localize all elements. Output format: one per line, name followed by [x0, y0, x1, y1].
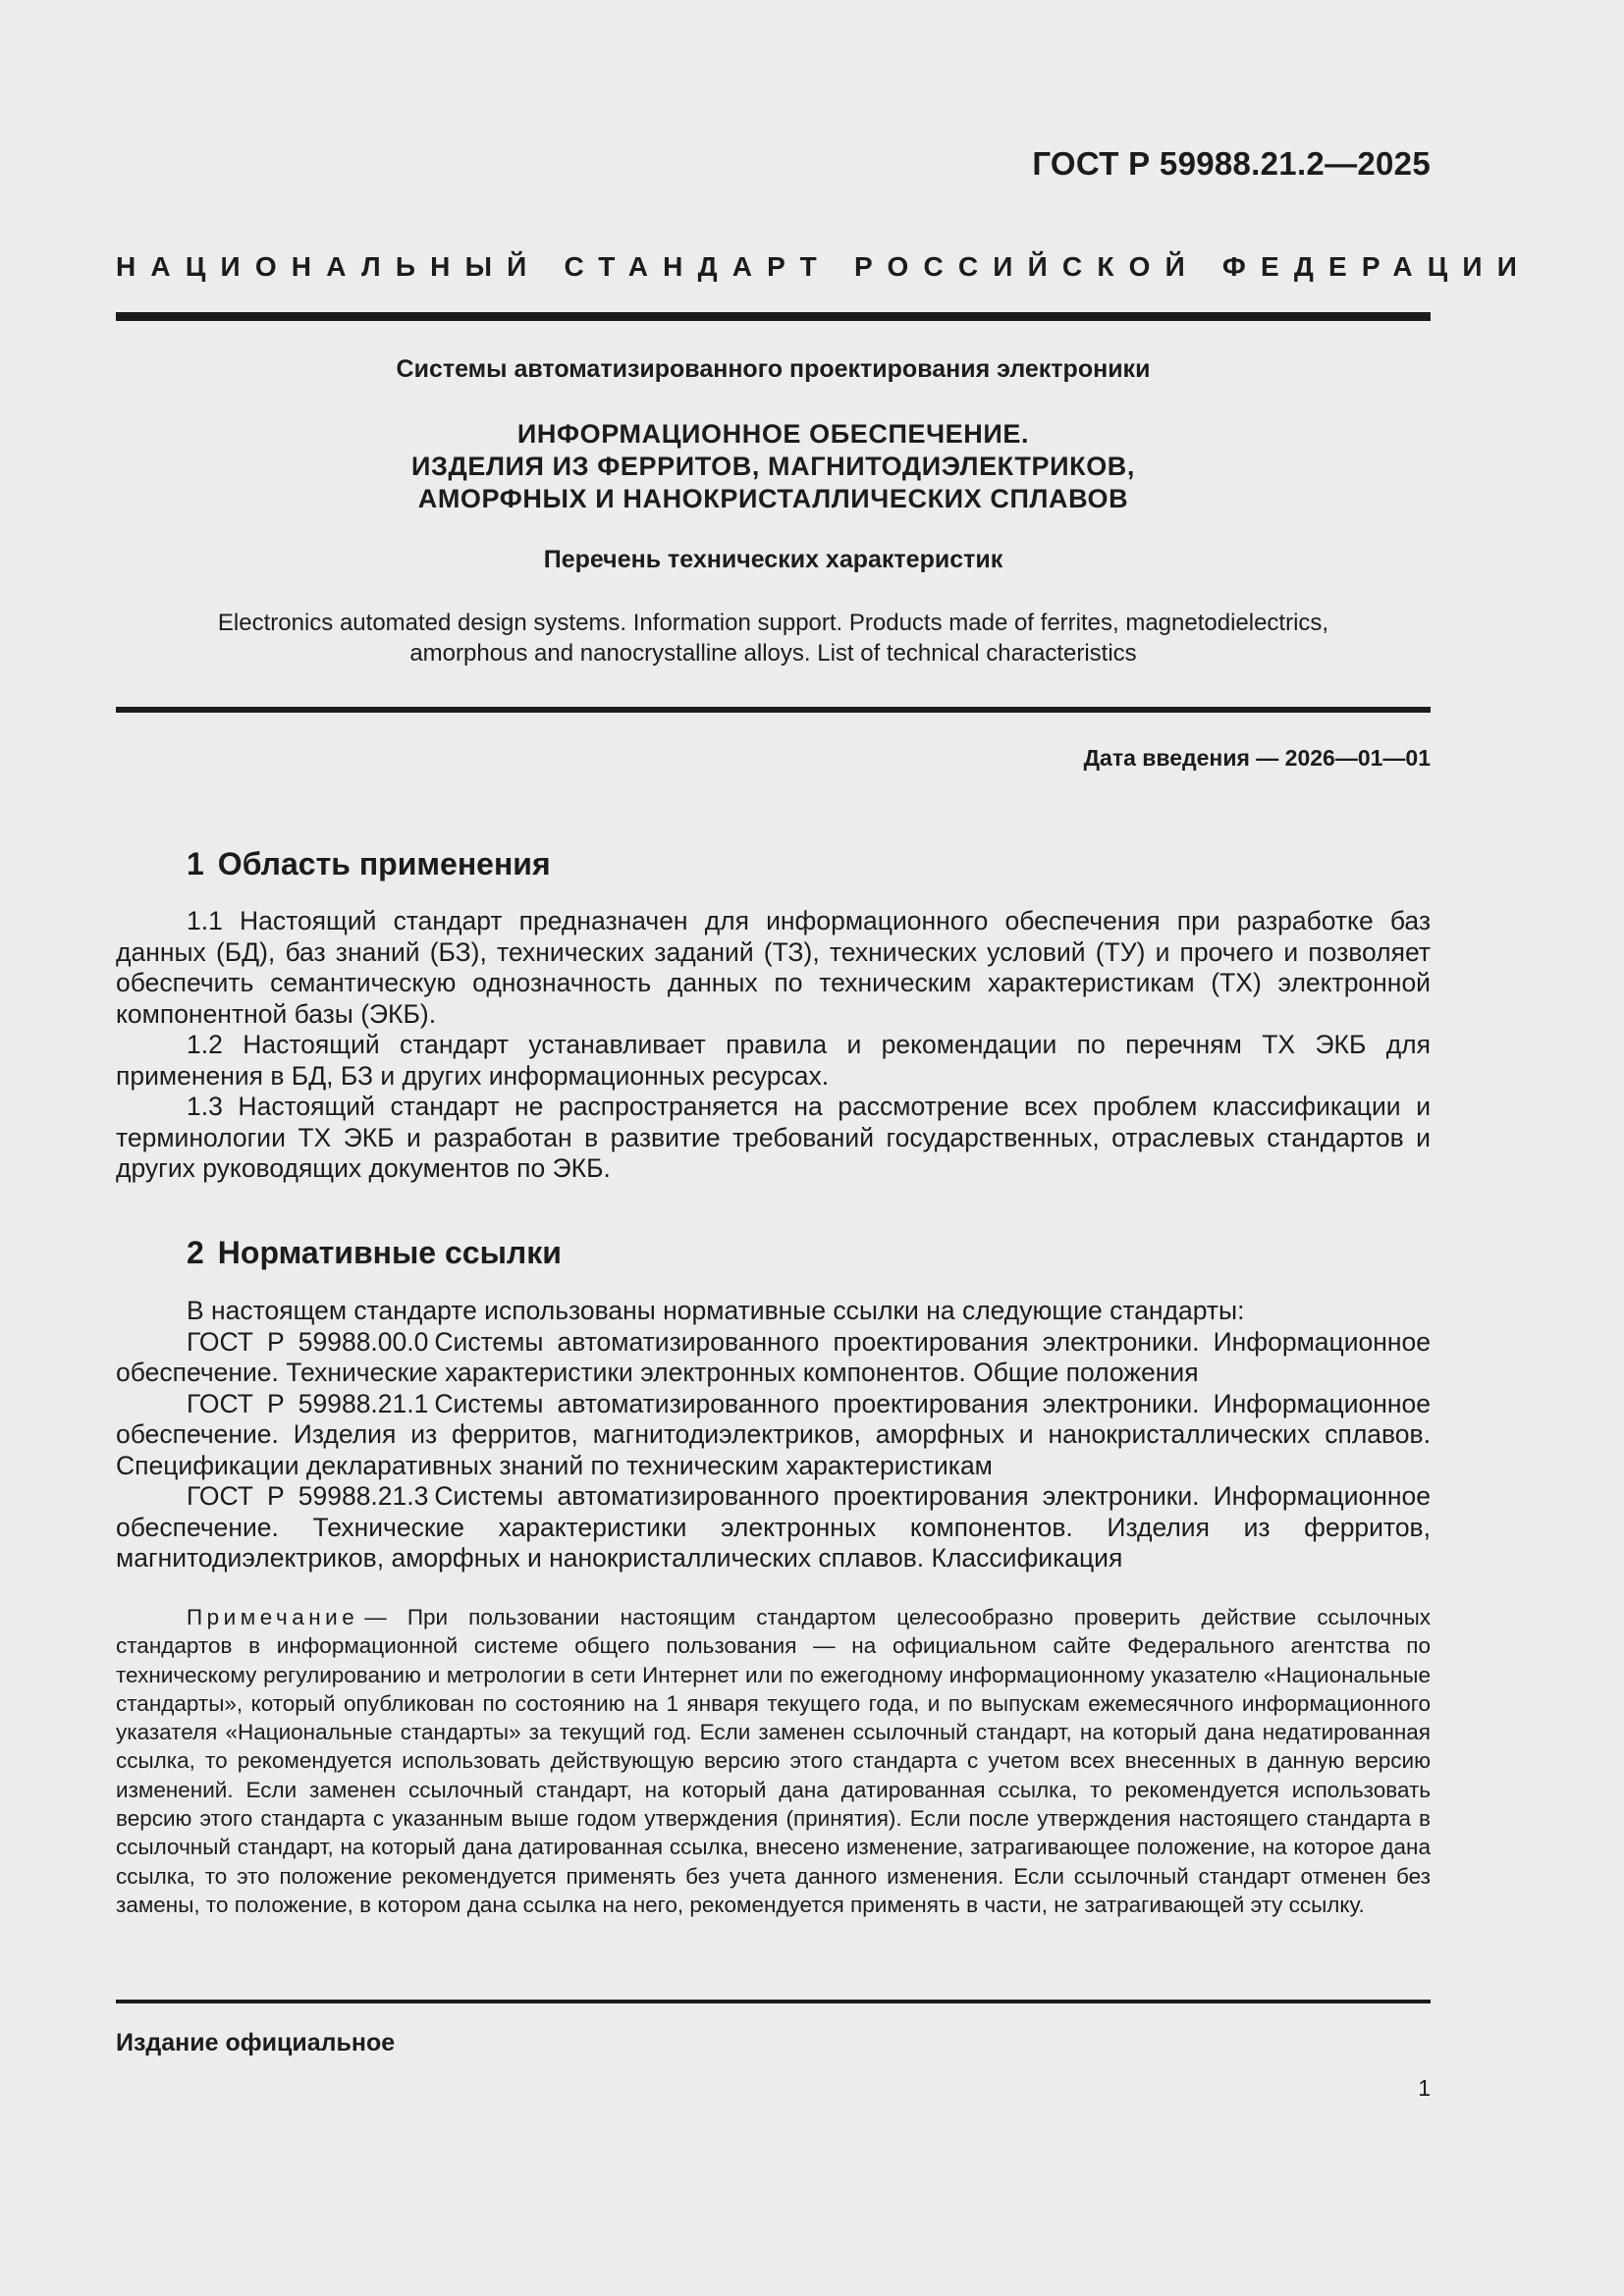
- paragraph: В настоящем стандарте использованы нормативные ссылки на следующие стандарты:: [187, 1296, 1245, 1325]
- page-number: 1: [1418, 2075, 1431, 2101]
- edition-label: Издание официальное: [116, 2029, 396, 2056]
- reference-item: [116, 1389, 1431, 1482]
- document-number: ГОСТ Р 59988.21.2—2025: [1032, 145, 1431, 182]
- document-title: [116, 418, 1431, 515]
- english-title-line: amorphous and nanocrystalline alloys. List of technical characteristics: [409, 640, 1137, 667]
- standard-series: Системы автоматизированного проектирования электроники: [396, 355, 1151, 383]
- reference-code: ГОСТ Р 59988.00.0: [187, 1326, 429, 1357]
- reference-item: [116, 1481, 1431, 1575]
- title-rule: [116, 707, 1431, 713]
- english-title: [116, 608, 1431, 668]
- section-number: 1: [187, 846, 204, 881]
- paragraph: 1.1 Настоящий стандарт предназначен для информационного обеспечения при разработке баз данных (БД), баз знаний (БЗ), технических заданий (ТЗ), технических условий (ТУ) и прочего и позволяет обеспечить семантическую однозначность данных по техническим характеристикам (ТХ) электронной компонентной базы (ЭКБ).: [116, 906, 1431, 1029]
- section-body: [116, 906, 1431, 1185]
- reference-code: ГОСТ Р 59988.21.1: [187, 1388, 429, 1418]
- title-line: ИЗДЕЛИЯ ИЗ ФЕРРИТОВ, МАГНИТОДИЭЛЕКТРИКОВ,: [410, 452, 1136, 481]
- title-line: ИНФОРМАЦИОННОЕ ОБЕСПЕЧЕНИЕ.: [516, 419, 1030, 449]
- reference-text: Системы автоматизированного проектирования электроники. Информационное обеспечение. Изделия из ферритов, магнитодиэлектриков, аморфных и нанокристаллических сплавов. Спецификации декларативных знаний по техническим характеристикам: [116, 1388, 1431, 1480]
- section-title: Область применения: [217, 846, 551, 881]
- note-label: Примечание: [187, 1605, 359, 1629]
- introduction-date: Дата введения — 2026—01—01: [1083, 745, 1431, 771]
- section-heading: [187, 846, 551, 882]
- header-rule: [116, 312, 1431, 321]
- section-heading: [187, 1235, 562, 1271]
- reference-item: [116, 1327, 1431, 1389]
- english-title-line: Electronics automated design systems. Information support. Products made of ferrites, magnetodielectrics,: [217, 610, 1329, 636]
- footer-rule: [116, 2000, 1431, 2003]
- reference-text: Системы автоматизированного проектирования электроники. Информационное обеспечение. Технические характеристики электронных компонентов. Общие положения: [116, 1326, 1431, 1387]
- paragraph: 1.3 Настоящий стандарт не распространяется на рассмотрение всех проблем классификации и терминологии ТХ ЭКБ и разработан в развитие требований государственных, отраслевых стандартов и других руководящих документов по ЭКБ.: [116, 1092, 1431, 1183]
- section-title: Нормативные ссылки: [217, 1235, 562, 1270]
- section-number: 2: [187, 1235, 204, 1270]
- document-subtitle: Перечень технических характеристик: [543, 546, 1003, 573]
- section-body: [116, 1296, 1431, 1575]
- paragraph: 1.2 Настоящий стандарт устанавливает правила и рекомендации по перечням ТХ ЭКБ для применения в БД, БЗ и других информационных ресурсах.: [116, 1030, 1431, 1091]
- note-paragraph: [116, 1603, 1431, 1919]
- reference-code: ГОСТ Р 59988.21.3: [187, 1481, 429, 1511]
- title-line: АМОРФНЫХ И НАНОКРИСТАЛЛИЧЕСКИХ СПЛАВОВ: [417, 484, 1129, 513]
- national-standard-banner: НАЦИОНАЛЬНЫЙ СТАНДАРТ РОССИЙСКОЙ ФЕДЕРАЦИИ: [116, 251, 1533, 282]
- reference-text: Системы автоматизированного проектирования электроники. Информационное обеспечение. Технические характеристики электронных компонентов. Изделия из ферритов, магнитодиэлектриков, аморфных и нанокристаллических сплавов. Классификация: [116, 1481, 1431, 1573]
- note-text: — При пользовании настоящим стандартом целесообразно проверить действие ссылочных стандартов в информационной системе общего пользования — на официальном сайте Федерального агентства по техническому регулированию и метрологии в сети Интернет или по ежегодному информационному указателю «Национальные стандарты», который опубликован по состоянию на 1 января текущего года, и по выпускам ежемесячного информационного указателя «Национальные стандарты» за текущий год. Если заменен ссылочный стандарт, на который дана недатированная ссылка, то рекомендуется использовать действующую версию этого стандарта с учетом всех внесенных в данную версию изменений. Если заменен ссылочный стандарт, на который дана датированная ссылка, то рекомендуется использовать версию этого стандарта с указанным выше годом утверждения (принятия). Если после утверждения настоящего стандарта в ссылочный стандарт, на который дана датированная ссылка, внесено изменение, затрагивающее положение, на которое дана ссылка, то это положение рекомендуется применять без учета данного изменения. Если ссылочный стандарт отменен без замены, то положение, в котором дана ссылка на него, рекомендуется применять в части, не затрагивающей эту ссылку.: [116, 1605, 1431, 1917]
